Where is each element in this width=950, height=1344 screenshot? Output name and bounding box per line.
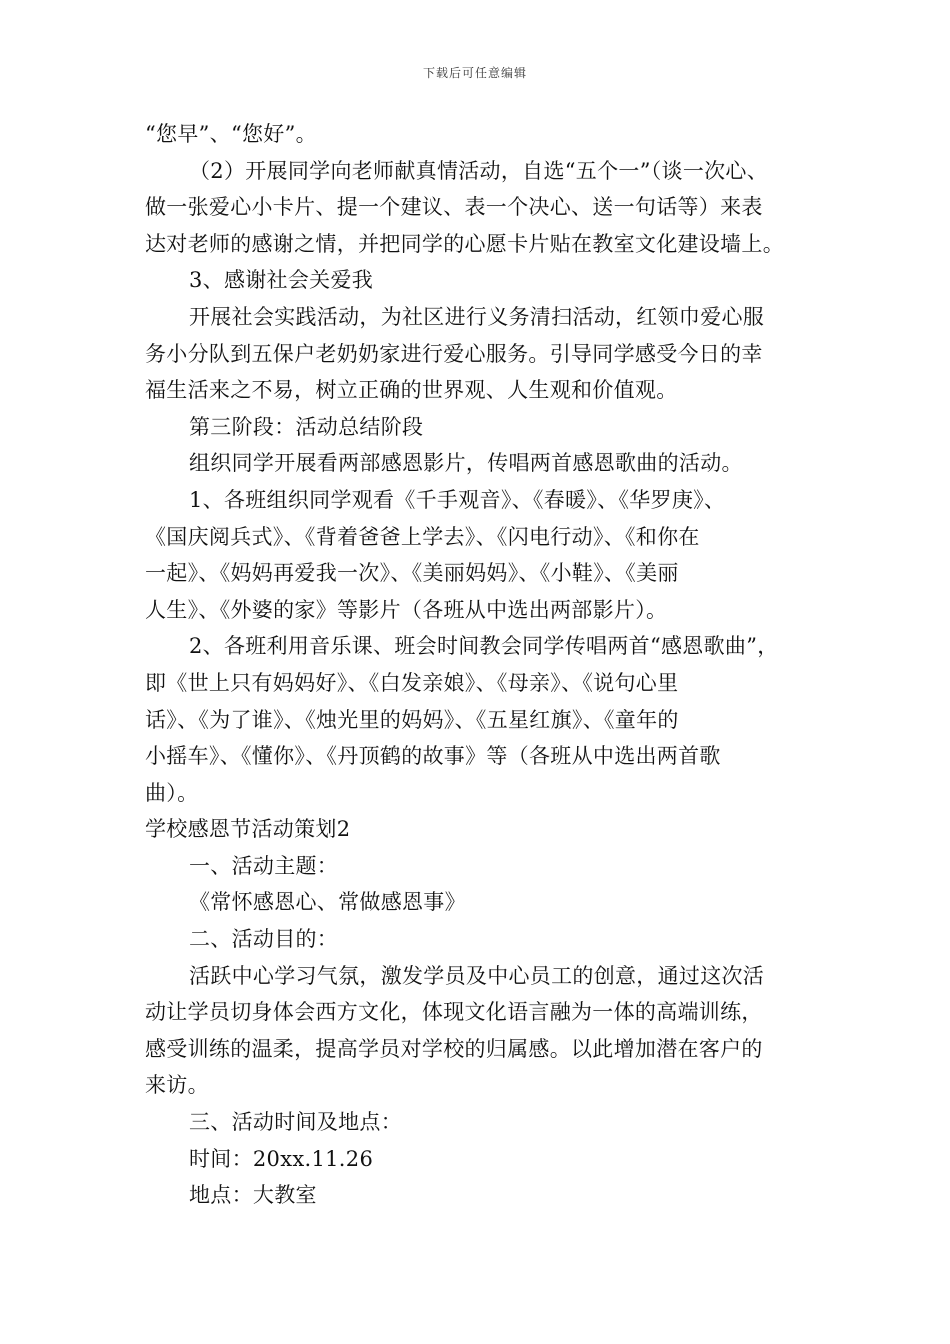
section-heading: 一、活动主题： — [189, 853, 339, 878]
text-line: 组织同学开展看两部感恩影片，传唱两首感恩歌曲的活动。 — [189, 451, 743, 476]
text-line: 务小分队到五保户老奶奶家进行爱心服务。引导同学感受今日的幸 — [145, 341, 763, 366]
text-line: 1、各班组织同学观看《千手观音》、《春暖》、《华罗庚》、 — [189, 487, 726, 512]
text-line: 开展社会实践活动，为社区进行义务清扫活动，红领巾爱心服 — [189, 304, 765, 329]
text-line: 福生活来之不易，树立正确的世界观、人生观和价值观。 — [145, 378, 678, 403]
text-line: （2）开展同学向老师献真情活动，自选“五个一”（谈一次心、 — [189, 158, 769, 183]
text-line: “您早”、“您好”。 — [145, 122, 317, 146]
text-line: 《国庆阅兵式》、《背着爸爸上学去》、《闪电行动》、《和你在 — [145, 524, 700, 549]
text-line: 来访。 — [145, 1073, 209, 1098]
section-heading: 3、感谢社会关爱我 — [189, 268, 374, 293]
document-title: 学校感恩节活动策划2 — [145, 817, 351, 842]
text-line: 动让学员切身体会西方文化，体现文化语言融为一体的高端训练， — [145, 1000, 763, 1025]
text-line: 曲）。 — [145, 780, 199, 805]
text-line: 做一张爱心小卡片、提一个建议、表一个决心、送一句话等）来表 — [145, 195, 763, 220]
text-line: 感受训练的温柔，提高学员对学校的归属感。以此增加潜在客户的 — [145, 1036, 763, 1061]
text-line: 地点：大教室 — [189, 1183, 317, 1208]
text-line: 即《世上只有妈妈好》、《白发亲娘》、《母亲》、《说句心里 — [145, 670, 679, 695]
text-line: 活跃中心学习气氛，激发学员及中心员工的创意，通过这次活 — [189, 963, 765, 988]
page-header: 下载后可任意编辑 — [422, 66, 527, 80]
text-line: 小摇车》、《懂你》、《丹顶鹤的故事》等（各班从中选出两首歌 — [145, 744, 721, 769]
section-heading: 第三阶段：活动总结阶段 — [189, 414, 424, 439]
text-line: 《常怀感恩心、常做感恩事》 — [189, 890, 466, 915]
section-heading: 二、活动目的： — [189, 927, 339, 952]
text-line: 2、各班利用音乐课、班会时间教会同学传唱两首“感恩歌曲”， — [189, 634, 779, 659]
text-line: 达对老师的感谢之情，并把同学的心愿卡片贴在教室文化建设墙上。 — [145, 231, 784, 256]
text-line: 一起》、《妈妈再爱我一次》、《美丽妈妈》、《小鞋》、《美丽 — [145, 561, 679, 586]
section-heading: 三、活动时间及地点： — [189, 1110, 402, 1135]
text-line: 话》、《为了谁》、《烛光里的妈妈》、《五星红旗》、《童年的 — [145, 707, 679, 732]
document-body — [145, 116, 810, 1214]
text-line: 人生》、《外婆的家》等影片（各班从中选出两部影片）。 — [145, 597, 668, 622]
text-line: 时间：20xx.11.26 — [189, 1146, 374, 1171]
